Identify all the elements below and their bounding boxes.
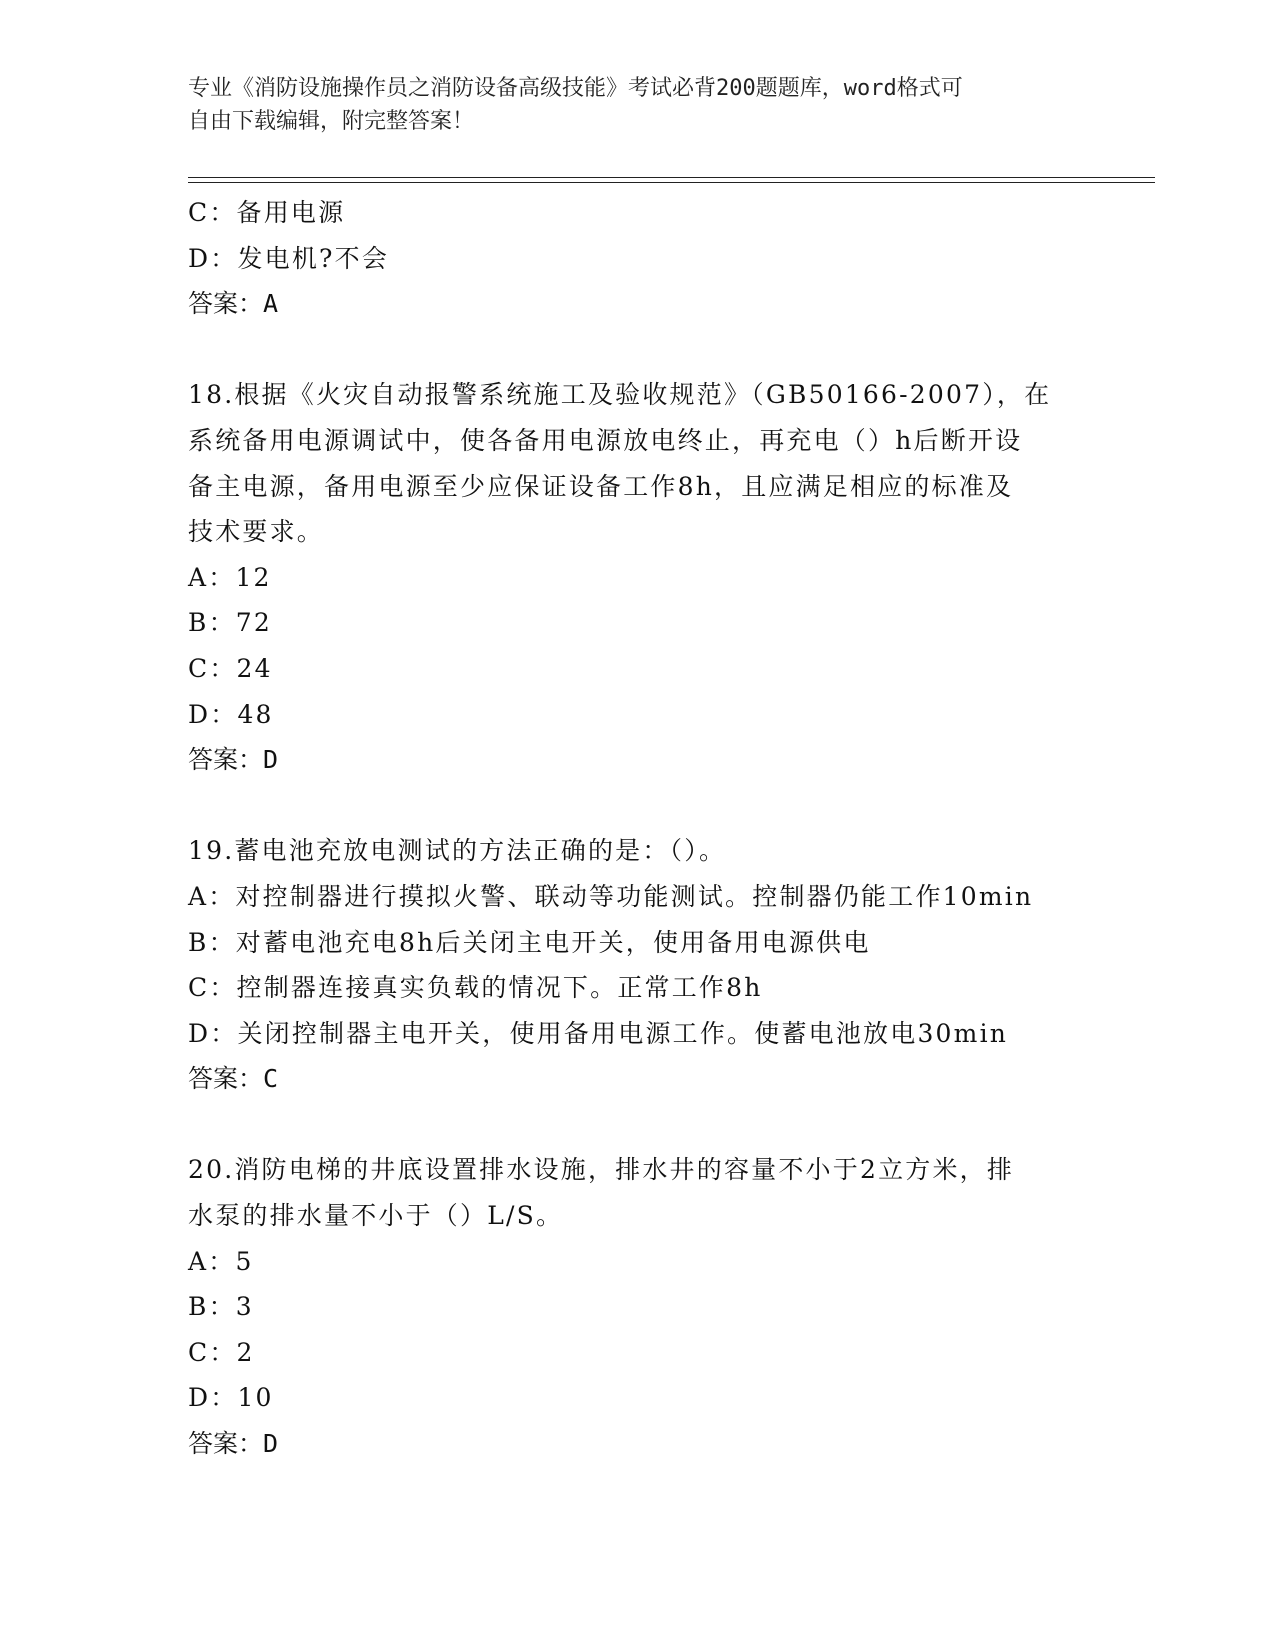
answer-line: 答案：D [188, 745, 279, 775]
question-20 [188, 1147, 1108, 1466]
question-17-tail [188, 190, 1108, 327]
question-list [188, 190, 1108, 1467]
document-header [188, 72, 1068, 138]
answer-line: 答案：A [188, 289, 279, 319]
option-d: D：48 [188, 699, 274, 729]
option-d: D：关闭控制器主电开关，使用备用电源工作。使蓄电池放电30min [188, 1018, 1009, 1048]
option-c: C：2 [188, 1337, 255, 1367]
option-a: A：12 [188, 562, 272, 592]
question-text-line: 18.根据《火灾自动报警系统施工及验收规范》（GB50166-2007），在 [188, 380, 1052, 410]
answer-line: 答案：D [188, 1429, 279, 1459]
header-title-line-2: 自由下载编辑，附完整答案！ [188, 109, 475, 134]
option-c: C：控制器连接真实负载的情况下。正常工作8h [188, 973, 763, 1003]
question-19 [188, 828, 1108, 1102]
option-b: B：72 [188, 608, 272, 638]
option-c: C：24 [188, 653, 273, 683]
option-b: B：3 [188, 1292, 254, 1322]
option-d: D：发电机?不会 [188, 243, 390, 273]
option-b: B：对蓄电池充电8h后关闭主电开关，使用备用电源供电 [188, 927, 871, 957]
question-text-line: 备主电源，备用电源至少应保证设备工作8h，且应满足相应的标准及 [188, 471, 1014, 501]
header-divider-top [188, 177, 1155, 178]
spacer [188, 1102, 1108, 1148]
header-title-line-1: 专业《消防设施操作员之消防设备高级技能》考试必背200题题库，word格式可 [188, 76, 963, 101]
option-a: A：5 [188, 1246, 254, 1276]
question-text-line: 技术要求。 [188, 517, 325, 547]
question-text-line: 19.蓄电池充放电测试的方法正确的是：（）。 [188, 836, 727, 866]
question-18 [188, 372, 1108, 782]
question-text-line: 系统备用电源调试中，使各备用电源放电终止，再充电（）h后断开设 [188, 425, 1023, 455]
question-text-line: 20.消防电梯的井底设置排水设施，排水井的容量不小于2立方米，排 [188, 1155, 1015, 1185]
header-divider-bottom [188, 182, 1155, 183]
option-c: C：备用电源 [188, 198, 346, 227]
spacer [188, 783, 1108, 829]
option-a: A：对控制器进行摸拟火警、联动等功能测试。控制器仍能工作10min [188, 881, 1034, 911]
option-d: D：10 [188, 1383, 274, 1413]
question-text-line: 水泵的排水量不小于（）L/S。 [188, 1201, 564, 1231]
spacer [188, 327, 1108, 373]
answer-line: 答案：C [188, 1064, 279, 1094]
